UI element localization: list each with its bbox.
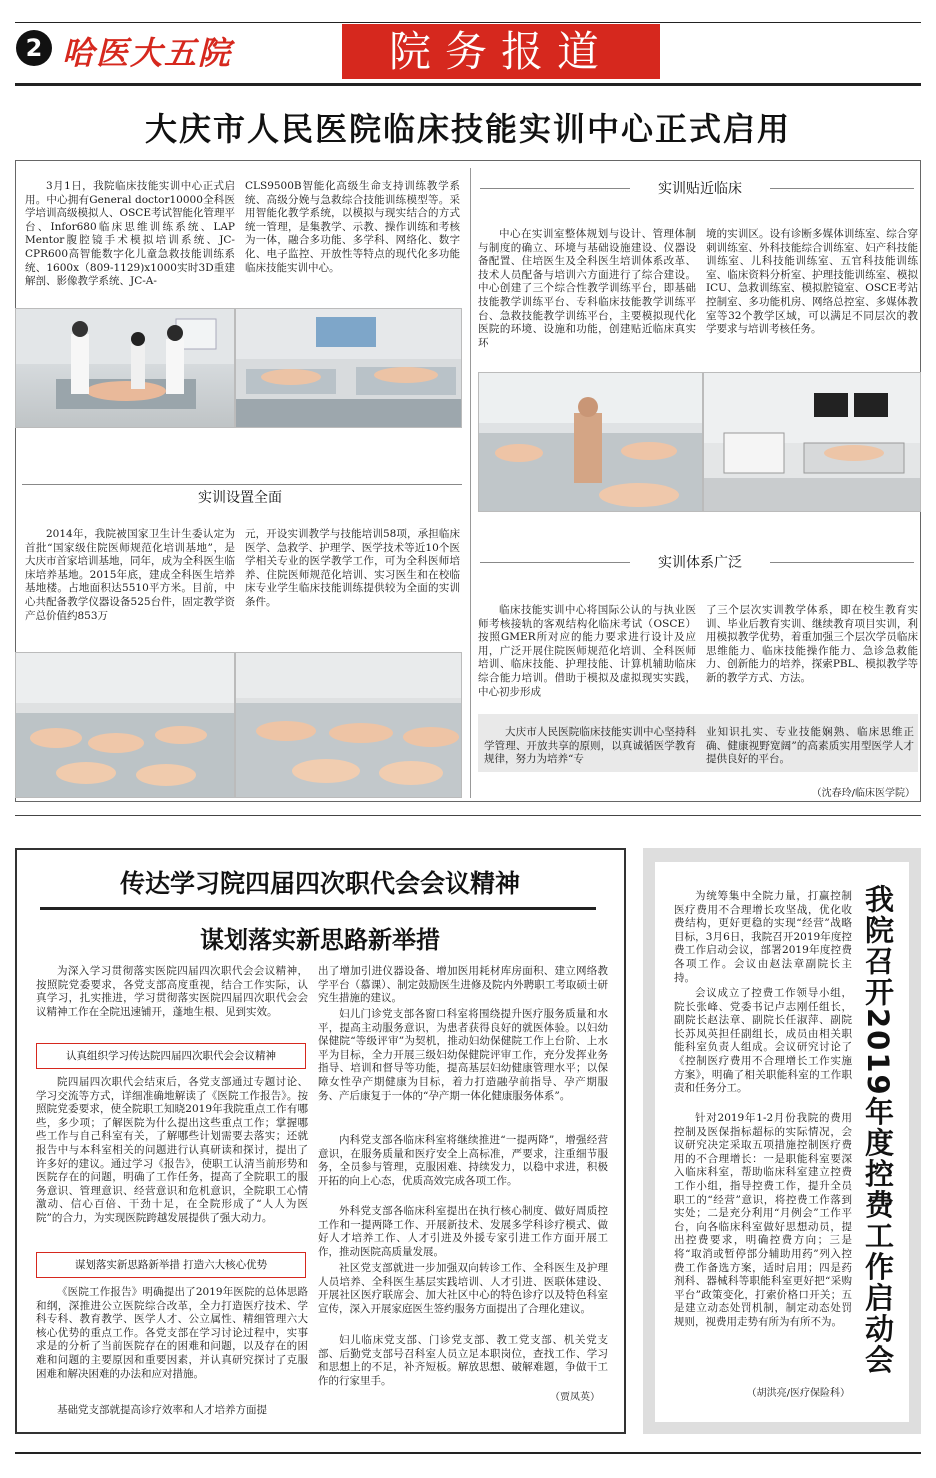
- training-photo-3: [15, 652, 235, 798]
- right-body-3: 针对2019年1-2月份我院的费用控制及医保指标超标的实际情况，会议研究决定采取五项措施控制医疗费用的不合理增长：一是职能科室要深入临床科室，帮助临床科室建立控费工作小组，指导控费工作，提升全员职工的“经营”意识，将控费工作落到实处；二是充分利用“月例会”工作平台，向各临床科室做好思想动员，提出控费要求，明确控费方向；三是将“取消或暂停部分辅助用药”列入控费工作备选方案，适时启用；四是药剂科、器械科等职能科室更好把“采购平台”政策变化，打索价格口开关；五是建立动态处罚机制，制定动态处罚规则，视费用走势有所为有所不为。: [674, 1112, 852, 1328]
- middle-para5: 内科党支部各临床科室将继续推进“一提两降”，增强经营意识，在服务质量和医疗安全上高标准，严要求，注重细节服务，全员参与管理，克服困难、持续发力，以稳中求进，积极开拓的向上心态，优质高效完成各项工作。: [318, 1134, 608, 1187]
- subhead-training-setup: 实训设置全面: [170, 487, 310, 507]
- paper-name-logo: 哈医大五院: [62, 34, 233, 72]
- right-body-2: 会议成立了控费工作领导小组，院长张峰、党委书记卢志刚任组长，副院长赵法章、副院长任淑萍、副院长苏凤英担任副组长，成员由相关职能科室负责人组成。会议研究讨论了《控制医疗费用不合理增长工作实施方案》，明确了相关职能科室的工作职责和任务分工。: [674, 987, 852, 1095]
- middle-intro: 为深入学习贯彻落实医院四届四次职代会会议精神，按照院党委要求，各党支部高度重视，结合工作实际，认真学习，扎实推进，学习贯彻落实医院四届四次职代会会议精神工作在全院迅速铺开，蓬地生根、见到实效。: [36, 965, 308, 1018]
- middle-article-title: 传达学习院四届四次职代会会议精神: [119, 869, 520, 898]
- right-body-1: 为统筹集中全院力量，打赢控制医疗费用不合理增长攻坚战，优化收费结构，更好更稳的实现“经营”战略目标，3月6日，我院召开2019年度控费工作启动会议，部署2019年度控费各项工作。会议由赵法章副院长主持。: [674, 890, 852, 984]
- section-separator: [15, 815, 921, 816]
- right-article-title: 我院召开2019年度控费工作启动会: [861, 884, 895, 1376]
- subhead-close-to-clinic: 实训贴近临床: [630, 178, 770, 198]
- top-rule: [15, 22, 921, 23]
- training-photo-6: [703, 372, 921, 512]
- masthead-rule: [15, 83, 921, 86]
- top-article-intro-col2: CLS9500B智能化高级生命支持训练教学系统、高级分娩与急救综合技能训练模型等。采用智能化教学系统，以模拟与现实结合的方式统一管理，是集教学、示教、操作训练和考核为一体，融合多功能、多学科、网络化、数字化、电子监控、开放性等特点的现代化多功能临床技能实训中心。: [245, 180, 460, 274]
- top-article-credit: （沈春玲/临床医学院）: [811, 788, 915, 799]
- page-number-badge: 2: [16, 30, 52, 66]
- training-setup-col2: 元，开设实训教学与技能培训58项，承担临床医学、急救学、护理学、医学技术等近10个医学相关专业的医学教学工作，可为全科医师培养、住院医师规范化培训、实习医生和在校临床专业学生临床技能训练提供较为全面的实训条件。: [245, 528, 460, 608]
- training-setup-col1: 2014年，我院被国家卫生计生委认定为首批“国家级住院医师规范化培训基地”，是大庆市首家培训基地，同年，成为全科医生临床培养基地。2015年底，建成全科医生培养基地楼。占地面积达5510平方米。目前，中心共配备教学仪器设备525台件，固定教学资产总价值约853万: [25, 528, 235, 622]
- wide-system-col2: 了三个层次实训教学体系，即在校生教育实训、毕业后教育实训、继续教育项目实训，利用模拟教学优势，着重加强三个层次学员临床思维能力、临床技能操作能力、急诊急救能力、创新能力的培养，探索PBL、模拟教学等新的教学方式、方法。: [706, 604, 918, 684]
- close-to-clinic-col1: 中心在实训室整体规划与设计、管理体制与制度的确立、环境与基础设施建设、仪器设备配置、住培医生及全科医生培训体系改革、技术人员配备与培训六方面进行了综合建设。中心创建了三个综合性教学训练平台，即基础技能教学训练平台、专科临床技能教学训练平台、急救技能教学训练平台，主要模拟现代化医院的环境、设施和功能，创建贴近临床真实环: [478, 228, 696, 349]
- wide-system-col1: 临床技能实训中心将国际公认的与执业医师考核接轨的客观结构化临床考试（OSCE）按照GMER所对应的能力要求进行设计及应用，广泛开展住院医师规范化培训、全科医师培训、临床技能、护理技能、计算机辅助临床综合能力培训。借助于模拟及虚拟现实实践，中心初步形成: [478, 604, 696, 698]
- middle-para8: 妇儿临床党支部、门诊党支部、教工党支部、机关党支部、后勤党支部号召科室人员立足本职岗位，查找工作、学习和思想上的不足，补齐短板。解放思想、破解难题，争做干工作的行家里手。: [318, 1334, 608, 1387]
- middle-para2: 《医院工作报告》明确提出了2019年医院的总体思路和纲，深推进公立医院综合改革，全力打造医疗技术、学科专科、教育教学、医学人才、公立属性、精细管理六大核心优势的重点工作。各党支部在学习讨论过程中，实事求是的分析了当前医院存在的困难和问题，以及存在的困难和问题的主要原因和重要因素，并认真研究探讨了克服困难和解决困难的办法和应对措施。: [36, 1286, 308, 1380]
- section-title: 院务报道: [388, 27, 613, 76]
- bottom-rule: [15, 1452, 921, 1454]
- middle-para3: 基础党支部就提高诊疗效率和人才培养方面提: [57, 1404, 267, 1416]
- training-photo-1: [15, 308, 235, 428]
- middle-article-subtitle: 谋划落实新思路新举措: [200, 926, 440, 954]
- middle-para1: 院四届四次职代会结束后，各党支部通过专题讨论、学习交流等方式，详细准确地解读了《医院工作报告》。按照院党委要求，使全院职工知晓2019年我院重点工作有哪些，多少项；了解医院为什么提出这些重点工作；掌握哪些工作与自己科室有关，了解哪些计划需要去落实；还就报告中与本科室相关的问题进行认真研读和探讨，提出了许多好的建议。通过学习《报告》，使职工认清当前形势和医院存在的问题，明确了工作任务，提高了全院职工的服务意识、管理意识、经营意识和危机意识，全院职工心情激动、信心百倍、干劲十足，在全院形成了“人人为医院”的合力，为实现医院跨越发展提供了强大动力。: [36, 1076, 308, 1224]
- middle-col2-lead: 出了增加引进仪器设备、增加医用耗材库房面积、建立网络教学平台（慕课）、制定鼓励医生进修及院内外聘职工考取硕士研究生措施的建议。: [318, 965, 608, 1005]
- training-photo-2: [235, 308, 462, 428]
- highlight-box-2: 谋划落实新思路新举措 打造六大核心优势: [36, 1252, 306, 1278]
- middle-para6: 外科党支部各临床科室提出在执行核心制度、做好周质控工作和一提两降工作、开展新技术、发展多学科诊疗模式、做好人才培养工作、人才引进及外援专家引进工作方面开展工作，推动医院高质量发展。: [318, 1205, 608, 1258]
- closing-col2: 业知识扎实、专业技能娴熟、临床思维正确、健康视野宽阔”的高素质实用型医学人才提供良好的平台。: [706, 726, 914, 766]
- top-article-intro-col1: 3月1日，我院临床技能实训中心正式启用。中心拥有General doctor10000全科医学培训高级模拟人、OSCE考试智能化管理平台、Infor680临床思维训练系统、LAP Mentor腹腔镜手术模拟培训系统、JC-CPR600高智能数字化儿童急救技能训练系统、1600x（809-1129)x1000实时3D重建解剖、影像教学系统、JC-A-: [25, 180, 235, 288]
- closing-col1: 大庆市人民医院临床技能实训中心坚持科学管理、开放共享的原则，以真诚循医学教育规律，努力为培养“专: [484, 726, 696, 766]
- middle-article-credit: （贾凤英）: [550, 1392, 600, 1403]
- middle-para4: 妇儿门诊党支部各窗口科室将围绕提升医疗服务质量和水平，提高主动服务意识，为患者获得良好的就医体验。以妇幼保健院“等级评审”为契机，推动妇幼保健院工作上台阶、上水平为目标，全力开展三级妇幼保健院评审工作，充分发挥业务指导、培训和督导等功能，提高基层妇幼健康管理水平；以保障女性孕产期健康为目标，着力打造融孕前指导、孕产期服务、产后康复于一体的“孕产期一体化健康服务体系”。: [318, 1008, 608, 1102]
- right-article-credit: （胡洪亮/医疗保险科）: [746, 1388, 850, 1399]
- top-article-title: 大庆市人民医院临床技能实训中心正式启用: [144, 110, 791, 148]
- training-photo-4: [235, 652, 462, 798]
- title-rule: [40, 907, 596, 910]
- column-divider: [470, 168, 471, 798]
- close-to-clinic-col2: 境的实训区。设有诊断多媒体训练室、综合穿刺训练室、外科技能综合训练室、妇产科技能训练室、儿科技能训练室、五官科技能训练室、临床资料分析室、护理技能训练室、模拟ICU、急救训练室、模拟腔镜室、OSCE考站控制室、多功能机房、网络总控室、多媒体教室等32个教学区域，可以满足不同层次的教学要求与培训考核任务。: [706, 228, 918, 336]
- subhead-rule: [22, 484, 462, 485]
- training-photo-5: [478, 372, 703, 512]
- highlight-box-1: 认真组织学习传达院四届四次职代会会议精神: [36, 1043, 306, 1069]
- middle-para7: 社区党支部就进一步加强双向转诊工作、全科医生及护理人员培养、全科医生基层实践培训、人才引进、医联体建设、开展社区医疗联席会、加大社区中心的特色诊疗以及特色科室宣传，深入开展家庭医生签约服务方面提出了合理化建议。: [318, 1262, 608, 1315]
- subhead-wide-system: 实训体系广泛: [630, 552, 770, 572]
